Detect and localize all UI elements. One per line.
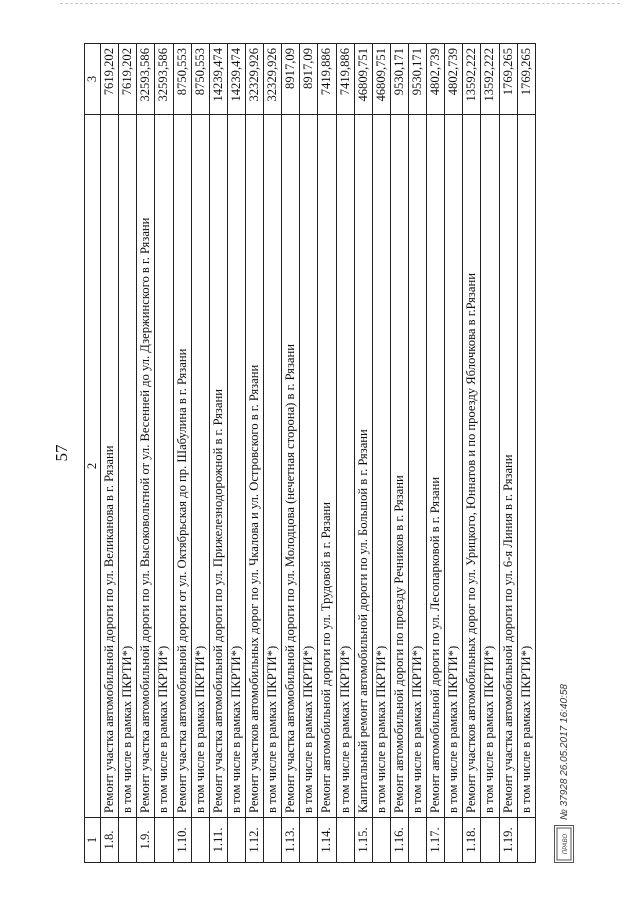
row-description: Ремонт участка автомобильной дороги по ул. 6-я Линия в г. Рязани xyxy=(499,114,517,817)
table-row xyxy=(390,43,408,862)
row-number xyxy=(264,817,282,862)
row-number: 1.14. xyxy=(318,817,336,862)
table-row xyxy=(427,43,445,862)
row-value: 32593,586 xyxy=(137,43,155,114)
row-description: в том числе в рамках ПКРТИ*) xyxy=(408,114,426,817)
row-value: 8917,09 xyxy=(300,43,318,114)
row-description: в том числе в рамках ПКРТИ*) xyxy=(119,114,137,817)
row-number: 1.9. xyxy=(137,817,155,862)
row-number xyxy=(227,817,245,862)
table-body xyxy=(101,43,536,862)
header-col-3: 3 xyxy=(85,43,101,114)
table-row xyxy=(227,43,245,862)
table-row xyxy=(300,43,318,862)
table-row xyxy=(354,43,372,862)
row-value: 13592,222 xyxy=(481,43,499,114)
row-number xyxy=(300,817,318,862)
table-row xyxy=(481,43,499,862)
row-number xyxy=(119,817,137,862)
row-number xyxy=(517,817,535,862)
row-value: 32593,586 xyxy=(155,43,173,114)
stamp-text: № 37928 26.05.2017 16:40:58 xyxy=(558,683,570,820)
table-row xyxy=(318,43,336,862)
row-description: Ремонт участка автомобильной дороги от ул. Октябрьская до пр. Шабулина в г. Рязани xyxy=(173,114,191,817)
table-row xyxy=(517,43,535,862)
page-number: 57 xyxy=(52,444,71,461)
row-description: в том числе в рамках ПКРТИ*) xyxy=(300,114,318,817)
row-value: 7419,886 xyxy=(336,43,354,114)
row-description: в том числе в рамках ПКРТИ*) xyxy=(517,114,535,817)
row-value: 32329,926 xyxy=(264,43,282,114)
table-row xyxy=(499,43,517,862)
table-row xyxy=(173,43,191,862)
row-number: 1.8. xyxy=(101,817,119,862)
table-row xyxy=(137,43,155,862)
row-value: 46809,751 xyxy=(372,43,390,114)
row-value: 8750,553 xyxy=(191,43,209,114)
row-value: 9530,171 xyxy=(390,43,408,114)
row-number xyxy=(336,817,354,862)
table-row xyxy=(209,43,227,862)
row-value: 32329,926 xyxy=(245,43,263,114)
row-number xyxy=(408,817,426,862)
table-row xyxy=(408,43,426,862)
table-row xyxy=(264,43,282,862)
row-description: Ремонт участков автомобильных дорог по ул. Урицкого, Юннатов и по проезду Яблочкова в г.Рязани xyxy=(463,114,481,817)
row-value: 7419,886 xyxy=(318,43,336,114)
table-row xyxy=(155,43,173,862)
row-value: 1769,265 xyxy=(517,43,535,114)
row-number: 1.17. xyxy=(427,817,445,862)
row-description: Ремонт участка автомобильной дороги по ул. Молодцова (нечетная сторона) в г. Рязани xyxy=(282,114,300,817)
row-description: в том числе в рамках ПКРТИ*) xyxy=(227,114,245,817)
table-row xyxy=(372,43,390,862)
row-description: в том числе в рамках ПКРТИ*) xyxy=(264,114,282,817)
row-value: 14239,474 xyxy=(209,43,227,114)
row-number xyxy=(155,817,173,862)
row-description: в том числе в рамках ПКРТИ*) xyxy=(445,114,463,817)
row-number: 1.10. xyxy=(173,817,191,862)
header-col-1: 1 xyxy=(85,817,101,862)
table-row xyxy=(245,43,263,862)
row-value: 14239,474 xyxy=(227,43,245,114)
row-value: 7619,202 xyxy=(101,43,119,114)
row-value: 4802,739 xyxy=(427,43,445,114)
row-description: Ремонт участка автомобильной дороги по ул. Высоковольтной от ул. Весенней до ул. Дзержинского в г. Рязани xyxy=(137,114,155,817)
row-value: 9530,171 xyxy=(408,43,426,114)
row-value: 13592,222 xyxy=(463,43,481,114)
table-row xyxy=(119,43,137,862)
row-number: 1.12. xyxy=(245,817,263,862)
row-value: 8917,09 xyxy=(282,43,300,114)
row-description: Ремонт участка автомобильной дороги по ул. Прижелезнодорожной в г. Рязани xyxy=(209,114,227,817)
row-value: 8750,553 xyxy=(173,43,191,114)
row-value: 1769,265 xyxy=(499,43,517,114)
row-value: 7619,202 xyxy=(119,43,137,114)
row-number: 1.18. xyxy=(463,817,481,862)
row-description: Капитальный ремонт автомобильной дороги по ул. Большой в г. Рязани xyxy=(354,114,372,817)
row-number xyxy=(372,817,390,862)
registration-stamp xyxy=(554,684,574,863)
row-value: 4802,739 xyxy=(445,43,463,114)
table-header-row xyxy=(85,43,101,862)
row-description: в том числе в рамках ПКРТИ*) xyxy=(372,114,390,817)
scan-artifact-line xyxy=(60,3,620,4)
row-number: 1.15. xyxy=(354,817,372,862)
row-number: 1.16. xyxy=(390,817,408,862)
row-number xyxy=(191,817,209,862)
svg-text:ПРАВО: ПРАВО xyxy=(563,833,569,854)
table-row xyxy=(282,43,300,862)
table-row xyxy=(445,43,463,862)
row-number: 1.19. xyxy=(499,817,517,862)
rotated-page xyxy=(50,43,590,863)
header-col-2: 2 xyxy=(85,114,101,817)
row-number: 1.13. xyxy=(282,817,300,862)
row-description: Ремонт автомобильной дороги по проезду Речников в г. Рязани xyxy=(390,114,408,817)
table-row xyxy=(336,43,354,862)
budget-table xyxy=(84,43,536,863)
row-description: Ремонт участка автомобильной дороги по ул. Великанова в г. Рязани xyxy=(101,114,119,817)
row-number: 1.11. xyxy=(209,817,227,862)
row-number xyxy=(481,817,499,862)
table-row xyxy=(101,43,119,862)
row-description: в том числе в рамках ПКРТИ*) xyxy=(336,114,354,817)
row-description: в том числе в рамках ПКРТИ*) xyxy=(191,114,209,817)
row-description: в том числе в рамках ПКРТИ*) xyxy=(155,114,173,817)
row-value: 46809,751 xyxy=(354,43,372,114)
row-description: в том числе в рамках ПКРТИ*) xyxy=(481,114,499,817)
stamp-logo-icon xyxy=(554,825,574,863)
row-description: Ремонт участков автомобильных дорог по ул. Чкалова и ул. Островского в г. Рязани xyxy=(245,114,263,817)
table-row xyxy=(463,43,481,862)
row-number xyxy=(445,817,463,862)
row-description: Ремонт автомобильной дороги по ул. Лесопарковой в г. Рязани xyxy=(427,114,445,817)
row-description: Ремонт автомобильной дороги по ул. Трудовой в г. Рязани xyxy=(318,114,336,817)
table-row xyxy=(191,43,209,862)
